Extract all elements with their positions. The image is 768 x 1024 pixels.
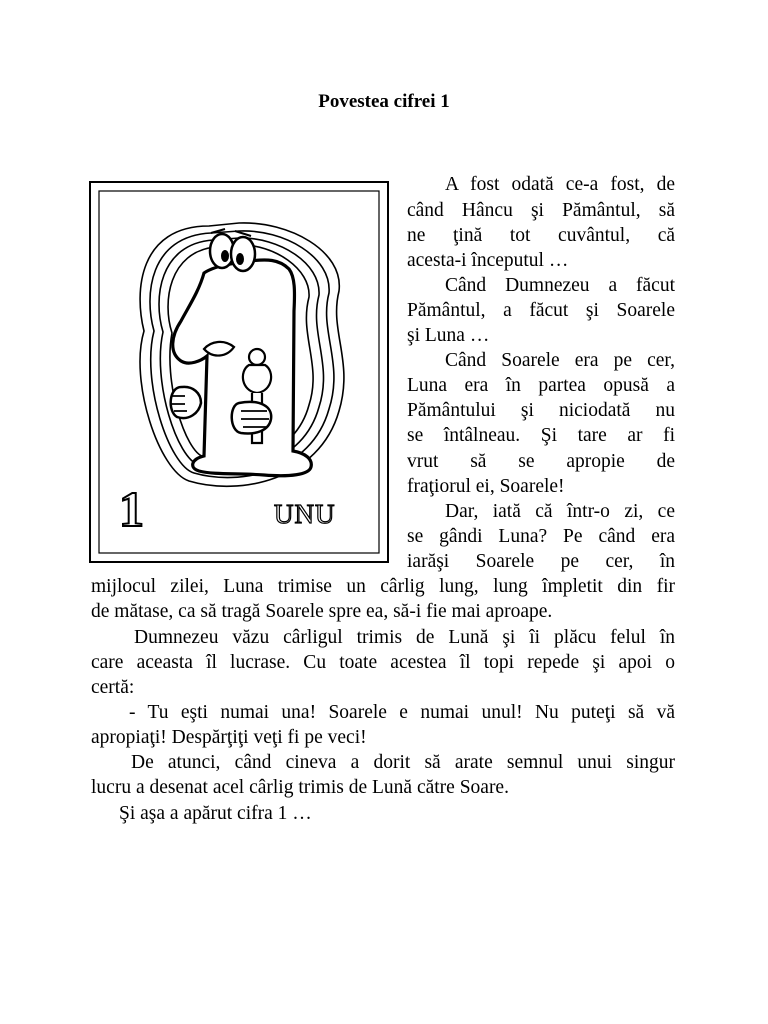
word-label: UNU xyxy=(274,499,336,529)
text-line: certă: xyxy=(91,677,135,698)
digit-label: 1 xyxy=(119,481,144,537)
page-title: Povestea cifrei 1 xyxy=(318,91,450,112)
number-one-illustration xyxy=(89,181,389,563)
text-line: Dar, iată că într-o zi, ce xyxy=(445,501,675,522)
text-line: de mătase, ca să tragă Soarele spre ea, să-i fie mai aproape. xyxy=(91,601,553,622)
text-line: - Tu eşti numai una! Soarele e numai unul! Nu puteţi să vă xyxy=(129,702,675,723)
text-line: Şi aşa a apărut cifra 1 … xyxy=(119,803,312,824)
text-line: care aceasta îl lucrase. Cu toate acestea îl topi repede şi apoi o xyxy=(91,652,675,673)
text-line: De atunci, când cineva a dorit să arate semnul unui singur xyxy=(131,752,675,773)
text-line: vrut să se apropie de xyxy=(407,451,675,472)
text-line: fraţiorul ei, Soarele! xyxy=(407,476,565,497)
text-line: se gândi Luna? Pe când era xyxy=(407,526,675,547)
text-line: Luna era în partea opusă a xyxy=(407,375,675,396)
text-line: Pământului şi niciodată nu xyxy=(407,400,675,421)
text-line: când Hâncu şi Pământul, să xyxy=(407,200,675,221)
text-line: A fost odată ce-a fost, de xyxy=(445,174,675,195)
text-line: iarăşi Soarele pe cer, în xyxy=(407,551,675,572)
text-line: Când Dumnezeu a făcut xyxy=(445,275,675,296)
text-line: şi Luna … xyxy=(407,325,490,346)
text-line: Dumnezeu văzu cârligul trimis de Lună şi îi plăcu felul în xyxy=(134,627,675,648)
text-line: lucru a desenat acel cârlig trimis de Lună către Soare. xyxy=(91,777,509,798)
text-line: acesta-i începutul … xyxy=(407,250,569,271)
smiling-number-one-character-icon xyxy=(89,181,389,563)
text-line: Când Soarele era pe cer, xyxy=(445,350,675,371)
text-line: se întâlneau. Şi tare ar fi xyxy=(407,425,675,446)
text-line: mijlocul zilei, Luna trimise un cârlig lung, lung împletit din fir xyxy=(91,576,675,597)
text-line: apropiaţi! Despărţiţi veţi fi pe veci! xyxy=(91,727,367,748)
text-line: ne ţină tot cuvântul, că xyxy=(407,225,675,246)
text-line: Pământul, a făcut şi Soarele xyxy=(407,300,675,321)
